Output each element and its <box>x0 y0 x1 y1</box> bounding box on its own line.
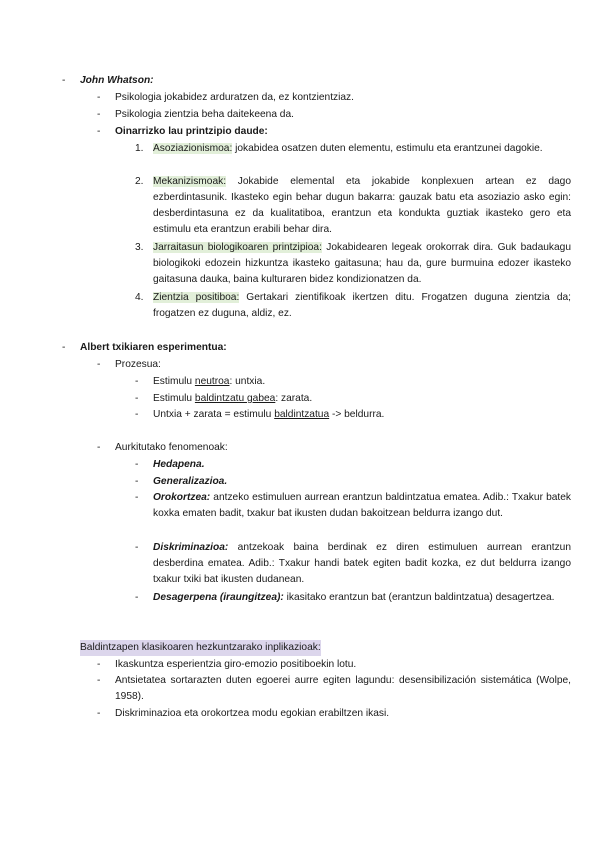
principle-text: Gertakari zientifikoak ikertzen ditu. Frogatzen duguna zientzia da; frogatzen ez duguna, aldiz, ez. <box>153 292 571 319</box>
phenomenon-text: antzeko estimuluen aurrean erantzun baldintzatua ematea. Adib.: Txakur batek koxka ematen badit, txakur bat ikusten dudan bakoitzean beldurra izango dut. <box>153 492 571 519</box>
principle-4 <box>153 290 571 322</box>
phenomenon-desagerpena <box>153 590 571 606</box>
implication-item: Diskriminazioa eta orokortzea modu egokian erabiltzen ikasi. <box>115 708 390 719</box>
phenomenon-term: Orokortzea: <box>153 492 211 503</box>
process-item: Untxia + zarata = estimulu baldintzatua -> beldurra. <box>153 409 385 420</box>
process-item: Estimulu baldintzatu gabea: zarata. <box>153 393 313 404</box>
phenomenon-diskriminazioa <box>153 540 571 588</box>
list-number: 3. <box>135 242 144 253</box>
bullet-dash: - <box>97 92 101 103</box>
bullet-dash: - <box>135 409 139 420</box>
principle-label: Asoziazionismoa: <box>153 143 233 154</box>
implication-item: Antsietatea sortarazten duten egoerei aurre egiten lagundu: desensibilización sistemática (Wolpe, 1958). <box>115 675 571 702</box>
bullet-dash: - <box>135 592 139 603</box>
phenomena-heading: Aurkitutako fenomenoak: <box>115 442 228 453</box>
bullet-dash: - <box>97 126 101 137</box>
phenomenon-term: Generalizazioa. <box>153 476 228 487</box>
bullet-dash: - <box>135 459 139 470</box>
list-number: 1. <box>135 143 144 154</box>
principle-3 <box>153 240 571 288</box>
bullet-dash: - <box>135 476 139 487</box>
phenomenon-term: Hedapena. <box>153 459 205 470</box>
bullet-dash: - <box>62 75 66 86</box>
bullet-dash: - <box>135 376 139 387</box>
section-title-john-whatson: John Whatson: <box>80 75 154 86</box>
process-heading: Prozesua: <box>115 359 161 370</box>
principle-label: Zientzia positiboa: <box>153 292 240 303</box>
bullet-dash: - <box>62 342 66 353</box>
phenomenon-term: Desagerpena (iraungitzea): <box>153 592 284 603</box>
section-title-albert: Albert txikiaren esperimentua: <box>80 342 227 353</box>
principle-label: Mekanizismoak: <box>153 176 227 187</box>
list-number: 2. <box>135 176 144 187</box>
implication-item: Ikaskuntza esperientzia giro-emozio positiboekin lotu. <box>115 659 357 670</box>
bullet-dash: - <box>97 708 101 719</box>
bullet-dash: - <box>135 542 139 553</box>
process-item: Estimulu neutroa: untxia. <box>153 376 266 387</box>
principle-text: Jokabidearen legeak orokorrak dira. Guk badaukagu biologikoki edozein hizkuntza ikasteko gaitasuna; hau da, gure burmuina edozer ikasteko gaitasuna dauka, baina kulturaren bidez kondizionatzen da. <box>153 242 571 285</box>
bullet-dash: - <box>97 659 101 670</box>
section-title-implications: Baldintzapen klasikoaren hezkuntzarako inplikazioak: <box>80 640 321 656</box>
list-item: Psikologia zientzia beha daitekeena da. <box>115 109 294 120</box>
bullet-dash: - <box>97 109 101 120</box>
bullet-dash: - <box>97 359 101 370</box>
bullet-dash: - <box>135 393 139 404</box>
principle-2 <box>153 174 571 238</box>
list-number: 4. <box>135 292 144 303</box>
phenomenon-text: antzekoak baina berdinak ez diren estimuluen aurrean erantzun desberdina ematea. Adib.: Txakur handi batek egiten badit kozka, ez dut beldurra izango txakur txiki bat ikusten dudanean. <box>153 542 571 585</box>
principle-1 <box>153 141 571 157</box>
list-item: Psikologia jokabidez arduratzen da, ez kontzientziaz. <box>115 92 354 103</box>
principle-label: Jarraitasun biologikoaren printzipioa: <box>153 242 322 253</box>
bullet-dash: - <box>135 492 139 503</box>
principle-text: Jokabide elemental eta jokabide konplexuen artean ez dago ezberdintasunik. Ikasteko egin behar dugun bakarra: gauzak batu eta asoziazio asko egin: desberdintasuna ez da kualitatiboa, erantzun eta kondukta guztiak ikasteko gero eta estimulu eta erantzun erabili behar dira. <box>153 176 571 235</box>
list-item-principles-heading: Oinarrizko lau printzipio daude: <box>115 126 268 137</box>
phenomenon-term: Diskriminazioa: <box>153 542 229 553</box>
bullet-dash: - <box>97 442 101 453</box>
bullet-dash: - <box>97 675 101 686</box>
principle-text: jokabidea osatzen duten elementu, estimulu eta erantzunei dagokie. <box>232 143 543 154</box>
phenomenon-text: ikasitako erantzun bat (erantzun baldintzatua) desagertzea. <box>283 592 555 603</box>
phenomenon-orokortzea <box>153 490 571 522</box>
